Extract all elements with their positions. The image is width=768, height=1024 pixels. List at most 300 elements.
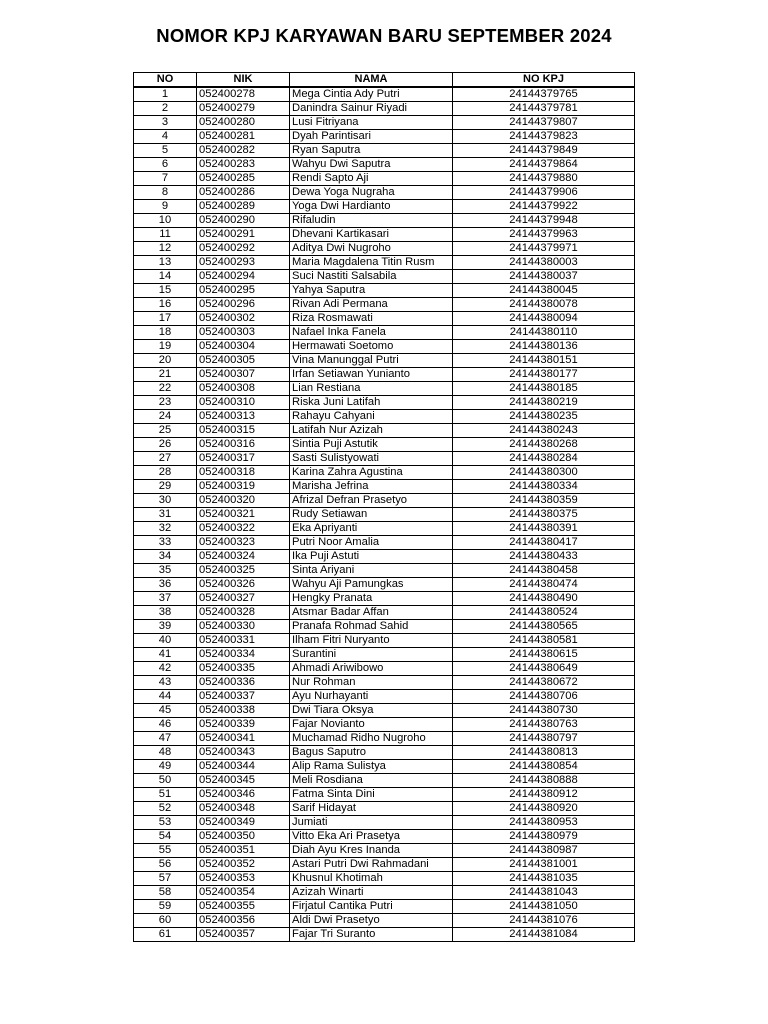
cell-kpj: 24144380920 bbox=[453, 802, 635, 816]
cell-nik: 052400339 bbox=[197, 718, 290, 732]
cell-no: 15 bbox=[134, 284, 197, 298]
cell-kpj: 24144380854 bbox=[453, 760, 635, 774]
cell-no: 39 bbox=[134, 620, 197, 634]
cell-nama: Ika Puji Astuti bbox=[290, 550, 453, 564]
table-row bbox=[134, 270, 635, 284]
cell-nama: Fajar Novianto bbox=[290, 718, 453, 732]
cell-nik: 052400344 bbox=[197, 760, 290, 774]
table-row bbox=[134, 900, 635, 914]
cell-nik: 052400326 bbox=[197, 578, 290, 592]
cell-nama: Riska Juni Latifah bbox=[290, 396, 453, 410]
cell-nik: 052400328 bbox=[197, 606, 290, 620]
cell-nik: 052400317 bbox=[197, 452, 290, 466]
table-row bbox=[134, 788, 635, 802]
cell-kpj: 24144379823 bbox=[453, 130, 635, 144]
cell-nik: 052400353 bbox=[197, 872, 290, 886]
cell-kpj: 24144379948 bbox=[453, 214, 635, 228]
cell-no: 23 bbox=[134, 396, 197, 410]
cell-nik: 052400323 bbox=[197, 536, 290, 550]
cell-no: 27 bbox=[134, 452, 197, 466]
cell-nik: 052400356 bbox=[197, 914, 290, 928]
cell-kpj: 24144380615 bbox=[453, 648, 635, 662]
cell-nama: Mega Cintia Ady Putri bbox=[290, 87, 453, 102]
cell-nama: Nur Rohman bbox=[290, 676, 453, 690]
table-row bbox=[134, 480, 635, 494]
cell-nik: 052400280 bbox=[197, 116, 290, 130]
cell-no: 60 bbox=[134, 914, 197, 928]
cell-nama: Hengky Pranata bbox=[290, 592, 453, 606]
table-row bbox=[134, 382, 635, 396]
table-row bbox=[134, 284, 635, 298]
cell-nama: Azizah Winarti bbox=[290, 886, 453, 900]
cell-nik: 052400335 bbox=[197, 662, 290, 676]
cell-nik: 052400327 bbox=[197, 592, 290, 606]
table-row bbox=[134, 760, 635, 774]
cell-no: 10 bbox=[134, 214, 197, 228]
cell-nama: Alip Rama Sulistya bbox=[290, 760, 453, 774]
cell-nama: Eka Apriyanti bbox=[290, 522, 453, 536]
cell-nik: 052400281 bbox=[197, 130, 290, 144]
cell-nik: 052400351 bbox=[197, 844, 290, 858]
cell-nik: 052400278 bbox=[197, 87, 290, 102]
cell-no: 25 bbox=[134, 424, 197, 438]
cell-kpj: 24144380813 bbox=[453, 746, 635, 760]
cell-no: 34 bbox=[134, 550, 197, 564]
cell-nik: 052400283 bbox=[197, 158, 290, 172]
cell-nama: Danindra Sainur Riyadi bbox=[290, 102, 453, 116]
cell-nama: Bagus Saputro bbox=[290, 746, 453, 760]
cell-nik: 052400286 bbox=[197, 186, 290, 200]
cell-kpj: 24144380136 bbox=[453, 340, 635, 354]
cell-kpj: 24144381043 bbox=[453, 886, 635, 900]
cell-kpj: 24144380458 bbox=[453, 564, 635, 578]
cell-kpj: 24144380185 bbox=[453, 382, 635, 396]
cell-nama: Afrizal Defran Prasetyo bbox=[290, 494, 453, 508]
cell-nama: Hermawati Soetomo bbox=[290, 340, 453, 354]
cell-kpj: 24144379963 bbox=[453, 228, 635, 242]
cell-nik: 052400295 bbox=[197, 284, 290, 298]
cell-no: 55 bbox=[134, 844, 197, 858]
cell-kpj: 24144379781 bbox=[453, 102, 635, 116]
cell-no: 32 bbox=[134, 522, 197, 536]
cell-nik: 052400320 bbox=[197, 494, 290, 508]
cell-kpj: 24144380706 bbox=[453, 690, 635, 704]
cell-nama: Dhevani Kartikasari bbox=[290, 228, 453, 242]
cell-no: 61 bbox=[134, 928, 197, 942]
cell-kpj: 24144380672 bbox=[453, 676, 635, 690]
cell-nik: 052400330 bbox=[197, 620, 290, 634]
cell-no: 4 bbox=[134, 130, 197, 144]
cell-no: 46 bbox=[134, 718, 197, 732]
cell-nik: 052400290 bbox=[197, 214, 290, 228]
table-row bbox=[134, 858, 635, 872]
cell-nik: 052400349 bbox=[197, 816, 290, 830]
table-header-row bbox=[134, 73, 635, 88]
cell-no: 40 bbox=[134, 634, 197, 648]
cell-kpj: 24144380987 bbox=[453, 844, 635, 858]
cell-kpj: 24144380110 bbox=[453, 326, 635, 340]
cell-kpj: 24144380243 bbox=[453, 424, 635, 438]
table-row bbox=[134, 186, 635, 200]
cell-nik: 052400318 bbox=[197, 466, 290, 480]
cell-nik: 052400337 bbox=[197, 690, 290, 704]
cell-no: 53 bbox=[134, 816, 197, 830]
cell-no: 5 bbox=[134, 144, 197, 158]
table-row bbox=[134, 368, 635, 382]
cell-no: 41 bbox=[134, 648, 197, 662]
column-header-nik: NIK bbox=[197, 73, 290, 88]
cell-no: 37 bbox=[134, 592, 197, 606]
cell-kpj: 24144380375 bbox=[453, 508, 635, 522]
table-row bbox=[134, 774, 635, 788]
table-row bbox=[134, 424, 635, 438]
cell-no: 29 bbox=[134, 480, 197, 494]
cell-nik: 052400313 bbox=[197, 410, 290, 424]
table-row bbox=[134, 578, 635, 592]
cell-kpj: 24144381035 bbox=[453, 872, 635, 886]
cell-kpj: 24144379906 bbox=[453, 186, 635, 200]
table-row bbox=[134, 718, 635, 732]
cell-nik: 052400352 bbox=[197, 858, 290, 872]
table-row bbox=[134, 326, 635, 340]
cell-no: 54 bbox=[134, 830, 197, 844]
cell-kpj: 24144379849 bbox=[453, 144, 635, 158]
cell-nama: Wahyu Dwi Saputra bbox=[290, 158, 453, 172]
cell-no: 52 bbox=[134, 802, 197, 816]
table-row bbox=[134, 340, 635, 354]
cell-nik: 052400354 bbox=[197, 886, 290, 900]
table-row bbox=[134, 606, 635, 620]
cell-kpj: 24144380524 bbox=[453, 606, 635, 620]
cell-nama: Lian Restiana bbox=[290, 382, 453, 396]
cell-no: 48 bbox=[134, 746, 197, 760]
cell-nik: 052400315 bbox=[197, 424, 290, 438]
cell-nama: Sinta Ariyani bbox=[290, 564, 453, 578]
cell-nik: 052400308 bbox=[197, 382, 290, 396]
table-body bbox=[134, 87, 635, 942]
cell-nama: Wahyu Aji Pamungkas bbox=[290, 578, 453, 592]
cell-nama: Yoga Dwi Hardianto bbox=[290, 200, 453, 214]
table-row bbox=[134, 102, 635, 116]
cell-nik: 052400282 bbox=[197, 144, 290, 158]
cell-nik: 052400334 bbox=[197, 648, 290, 662]
cell-kpj: 24144380177 bbox=[453, 368, 635, 382]
table-row bbox=[134, 830, 635, 844]
table-row bbox=[134, 746, 635, 760]
table-row bbox=[134, 690, 635, 704]
cell-nik: 052400338 bbox=[197, 704, 290, 718]
cell-no: 26 bbox=[134, 438, 197, 452]
table-row bbox=[134, 312, 635, 326]
cell-kpj: 24144379864 bbox=[453, 158, 635, 172]
cell-kpj: 24144379922 bbox=[453, 200, 635, 214]
cell-nama: Ilham Fitri Nuryanto bbox=[290, 634, 453, 648]
cell-no: 16 bbox=[134, 298, 197, 312]
table-row bbox=[134, 872, 635, 886]
cell-kpj: 24144380300 bbox=[453, 466, 635, 480]
cell-nama: Rendi Sapto Aji bbox=[290, 172, 453, 186]
table-row bbox=[134, 592, 635, 606]
cell-no: 18 bbox=[134, 326, 197, 340]
table-row bbox=[134, 396, 635, 410]
cell-nama: Rivan Adi Permana bbox=[290, 298, 453, 312]
cell-kpj: 24144380359 bbox=[453, 494, 635, 508]
cell-no: 7 bbox=[134, 172, 197, 186]
table-row bbox=[134, 732, 635, 746]
table-row bbox=[134, 158, 635, 172]
cell-kpj: 24144379971 bbox=[453, 242, 635, 256]
column-header-no: NO bbox=[134, 73, 197, 88]
cell-no: 11 bbox=[134, 228, 197, 242]
cell-no: 47 bbox=[134, 732, 197, 746]
table-row bbox=[134, 452, 635, 466]
table-row bbox=[134, 438, 635, 452]
table-row bbox=[134, 87, 635, 102]
cell-kpj: 24144380979 bbox=[453, 830, 635, 844]
cell-kpj: 24144380474 bbox=[453, 578, 635, 592]
cell-kpj: 24144380763 bbox=[453, 718, 635, 732]
table-row bbox=[134, 466, 635, 480]
table-row bbox=[134, 130, 635, 144]
table-row bbox=[134, 172, 635, 186]
cell-nama: Aditya Dwi Nugroho bbox=[290, 242, 453, 256]
cell-kpj: 24144380334 bbox=[453, 480, 635, 494]
table-row bbox=[134, 802, 635, 816]
table-row bbox=[134, 928, 635, 942]
cell-kpj: 24144380953 bbox=[453, 816, 635, 830]
cell-nik: 052400293 bbox=[197, 256, 290, 270]
cell-nik: 052400357 bbox=[197, 928, 290, 942]
cell-nama: Yahya Saputra bbox=[290, 284, 453, 298]
cell-nama: Dyah Parintisari bbox=[290, 130, 453, 144]
table-row bbox=[134, 298, 635, 312]
table-row bbox=[134, 648, 635, 662]
cell-kpj: 24144380797 bbox=[453, 732, 635, 746]
column-header-nama: NAMA bbox=[290, 73, 453, 88]
cell-no: 42 bbox=[134, 662, 197, 676]
cell-nik: 052400304 bbox=[197, 340, 290, 354]
cell-nama: Dwi Tiara Oksya bbox=[290, 704, 453, 718]
cell-no: 13 bbox=[134, 256, 197, 270]
cell-no: 30 bbox=[134, 494, 197, 508]
cell-nama: Astari Putri Dwi Rahmadani bbox=[290, 858, 453, 872]
cell-nik: 052400324 bbox=[197, 550, 290, 564]
table-row bbox=[134, 550, 635, 564]
cell-nama: Vina Manunggal Putri bbox=[290, 354, 453, 368]
table-row bbox=[134, 620, 635, 634]
cell-no: 28 bbox=[134, 466, 197, 480]
cell-kpj: 24144380037 bbox=[453, 270, 635, 284]
cell-kpj: 24144381076 bbox=[453, 914, 635, 928]
cell-kpj: 24144380433 bbox=[453, 550, 635, 564]
cell-nama: Nafael Inka Fanela bbox=[290, 326, 453, 340]
cell-no: 17 bbox=[134, 312, 197, 326]
cell-nama: Diah Ayu Kres Inanda bbox=[290, 844, 453, 858]
cell-nik: 052400279 bbox=[197, 102, 290, 116]
cell-nama: Rifaludin bbox=[290, 214, 453, 228]
cell-nik: 052400316 bbox=[197, 438, 290, 452]
table-row bbox=[134, 354, 635, 368]
cell-nama: Lusi Fitriyana bbox=[290, 116, 453, 130]
cell-nik: 052400305 bbox=[197, 354, 290, 368]
cell-kpj: 24144381050 bbox=[453, 900, 635, 914]
cell-no: 51 bbox=[134, 788, 197, 802]
cell-kpj: 24144380565 bbox=[453, 620, 635, 634]
cell-nama: Karina Zahra Agustina bbox=[290, 466, 453, 480]
cell-nama: Fajar Tri Suranto bbox=[290, 928, 453, 942]
cell-no: 58 bbox=[134, 886, 197, 900]
table-row bbox=[134, 886, 635, 900]
cell-nik: 052400341 bbox=[197, 732, 290, 746]
cell-no: 24 bbox=[134, 410, 197, 424]
cell-nik: 052400322 bbox=[197, 522, 290, 536]
cell-no: 20 bbox=[134, 354, 197, 368]
cell-nik: 052400303 bbox=[197, 326, 290, 340]
cell-no: 38 bbox=[134, 606, 197, 620]
cell-nama: Maria Magdalena Titin Rusm bbox=[290, 256, 453, 270]
cell-kpj: 24144380268 bbox=[453, 438, 635, 452]
cell-no: 56 bbox=[134, 858, 197, 872]
cell-kpj: 24144380078 bbox=[453, 298, 635, 312]
cell-kpj: 24144380151 bbox=[453, 354, 635, 368]
cell-nik: 052400345 bbox=[197, 774, 290, 788]
cell-nik: 052400285 bbox=[197, 172, 290, 186]
cell-kpj: 24144380649 bbox=[453, 662, 635, 676]
cell-kpj: 24144380391 bbox=[453, 522, 635, 536]
cell-nik: 052400292 bbox=[197, 242, 290, 256]
cell-kpj: 24144380235 bbox=[453, 410, 635, 424]
table-row bbox=[134, 214, 635, 228]
table-row bbox=[134, 494, 635, 508]
cell-no: 50 bbox=[134, 774, 197, 788]
cell-nama: Irfan Setiawan Yunianto bbox=[290, 368, 453, 382]
cell-no: 59 bbox=[134, 900, 197, 914]
table-row bbox=[134, 676, 635, 690]
cell-kpj: 24144380003 bbox=[453, 256, 635, 270]
cell-nama: Khusnul Khotimah bbox=[290, 872, 453, 886]
cell-no: 45 bbox=[134, 704, 197, 718]
table-row bbox=[134, 564, 635, 578]
cell-no: 6 bbox=[134, 158, 197, 172]
cell-kpj: 24144380730 bbox=[453, 704, 635, 718]
table-row bbox=[134, 116, 635, 130]
table-row bbox=[134, 508, 635, 522]
cell-nama: Aldi Dwi Prasetyo bbox=[290, 914, 453, 928]
table-row bbox=[134, 242, 635, 256]
table-row bbox=[134, 228, 635, 242]
cell-kpj: 24144380284 bbox=[453, 452, 635, 466]
cell-nik: 052400355 bbox=[197, 900, 290, 914]
table-row bbox=[134, 256, 635, 270]
cell-nik: 052400350 bbox=[197, 830, 290, 844]
table-row bbox=[134, 522, 635, 536]
cell-nama: Fatma Sinta Dini bbox=[290, 788, 453, 802]
cell-nama: Ryan Saputra bbox=[290, 144, 453, 158]
table-row bbox=[134, 200, 635, 214]
cell-nama: Muchamad Ridho Nugroho bbox=[290, 732, 453, 746]
cell-nama: Meli Rosdiana bbox=[290, 774, 453, 788]
table-row bbox=[134, 914, 635, 928]
cell-nama: Latifah Nur Azizah bbox=[290, 424, 453, 438]
cell-kpj: 24144380490 bbox=[453, 592, 635, 606]
cell-kpj: 24144380888 bbox=[453, 774, 635, 788]
table-row bbox=[134, 816, 635, 830]
cell-nama: Putri Noor Amalia bbox=[290, 536, 453, 550]
cell-nik: 052400346 bbox=[197, 788, 290, 802]
cell-no: 33 bbox=[134, 536, 197, 550]
cell-nik: 052400310 bbox=[197, 396, 290, 410]
cell-nik: 052400348 bbox=[197, 802, 290, 816]
cell-no: 8 bbox=[134, 186, 197, 200]
table-row bbox=[134, 410, 635, 424]
cell-nama: Vitto Eka Ari Prasetya bbox=[290, 830, 453, 844]
cell-no: 19 bbox=[134, 340, 197, 354]
cell-nik: 052400325 bbox=[197, 564, 290, 578]
cell-nama: Riza Rosmawati bbox=[290, 312, 453, 326]
cell-nama: Ayu Nurhayanti bbox=[290, 690, 453, 704]
cell-nama: Sasti Sulistyowati bbox=[290, 452, 453, 466]
cell-nama: Rudy Setiawan bbox=[290, 508, 453, 522]
cell-kpj: 24144379880 bbox=[453, 172, 635, 186]
cell-nama: Sintia Puji Astutik bbox=[290, 438, 453, 452]
cell-kpj: 24144380912 bbox=[453, 788, 635, 802]
cell-no: 43 bbox=[134, 676, 197, 690]
cell-no: 3 bbox=[134, 116, 197, 130]
cell-no: 1 bbox=[134, 87, 197, 102]
cell-kpj: 24144380219 bbox=[453, 396, 635, 410]
cell-no: 9 bbox=[134, 200, 197, 214]
column-header-kpj: NO KPJ bbox=[453, 73, 635, 88]
cell-kpj: 24144380045 bbox=[453, 284, 635, 298]
table-row bbox=[134, 536, 635, 550]
cell-no: 36 bbox=[134, 578, 197, 592]
document-title: NOMOR KPJ KARYAWAN BARU SEPTEMBER 2024 bbox=[156, 25, 612, 46]
cell-nama: Sarif Hidayat bbox=[290, 802, 453, 816]
cell-no: 57 bbox=[134, 872, 197, 886]
cell-kpj: 24144380094 bbox=[453, 312, 635, 326]
cell-nama: Atsmar Badar Affan bbox=[290, 606, 453, 620]
cell-nik: 052400319 bbox=[197, 480, 290, 494]
employee-kpj-table bbox=[133, 72, 635, 942]
cell-nama: Pranafa Rohmad Sahid bbox=[290, 620, 453, 634]
cell-kpj: 24144379765 bbox=[453, 87, 635, 102]
cell-nama: Surantini bbox=[290, 648, 453, 662]
cell-kpj: 24144380417 bbox=[453, 536, 635, 550]
cell-nik: 052400294 bbox=[197, 270, 290, 284]
cell-no: 49 bbox=[134, 760, 197, 774]
cell-nama: Rahayu Cahyani bbox=[290, 410, 453, 424]
cell-nama: Jumiati bbox=[290, 816, 453, 830]
cell-kpj: 24144379807 bbox=[453, 116, 635, 130]
cell-no: 44 bbox=[134, 690, 197, 704]
cell-no: 21 bbox=[134, 368, 197, 382]
cell-nik: 052400321 bbox=[197, 508, 290, 522]
cell-nik: 052400307 bbox=[197, 368, 290, 382]
cell-nik: 052400291 bbox=[197, 228, 290, 242]
table-row bbox=[134, 704, 635, 718]
cell-nik: 052400331 bbox=[197, 634, 290, 648]
cell-no: 2 bbox=[134, 102, 197, 116]
cell-kpj: 24144380581 bbox=[453, 634, 635, 648]
cell-no: 22 bbox=[134, 382, 197, 396]
cell-no: 35 bbox=[134, 564, 197, 578]
cell-kpj: 24144381084 bbox=[453, 928, 635, 942]
cell-no: 31 bbox=[134, 508, 197, 522]
cell-no: 12 bbox=[134, 242, 197, 256]
table-row bbox=[134, 144, 635, 158]
table-row bbox=[134, 662, 635, 676]
cell-nik: 052400289 bbox=[197, 200, 290, 214]
